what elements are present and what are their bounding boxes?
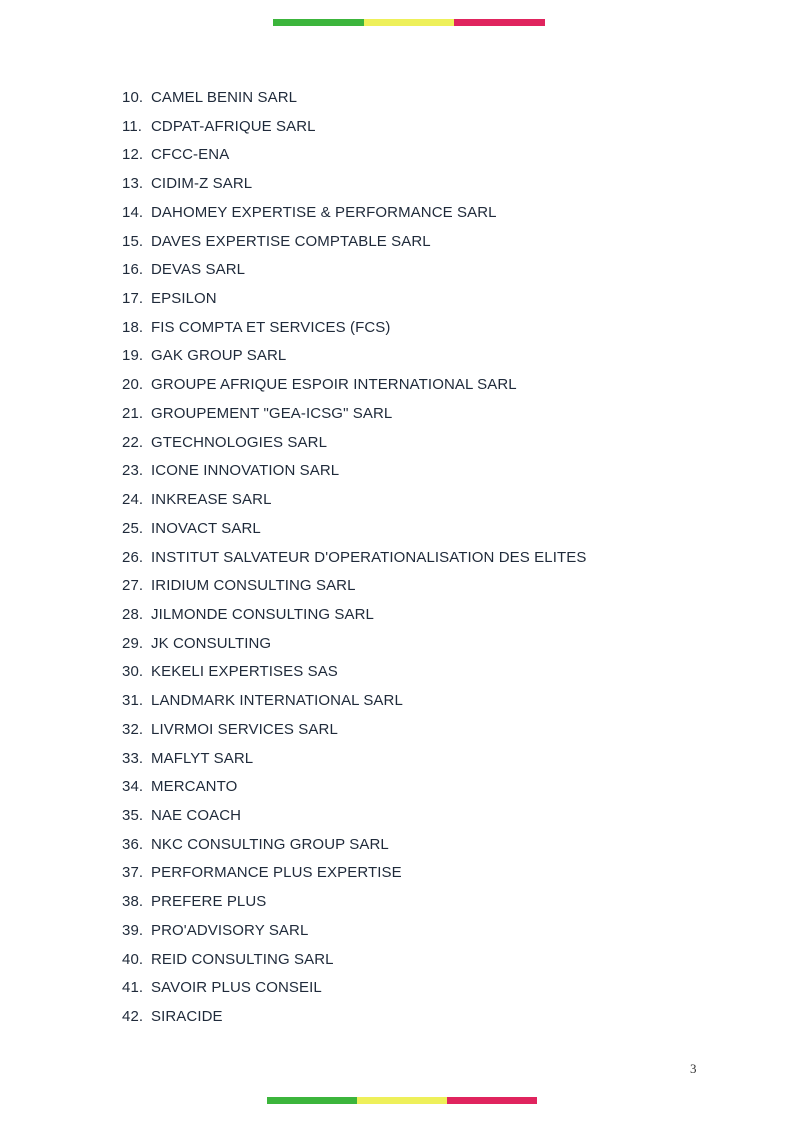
- item-name: CAMEL BENIN SARL: [151, 89, 298, 106]
- item-number: 17.: [122, 290, 144, 308]
- item-number: 18.: [122, 318, 144, 336]
- item-number: 16.: [122, 261, 144, 279]
- item-number: 23.: [122, 462, 144, 480]
- item-name: MERCANTO: [151, 778, 238, 796]
- item-name: GROUPE AFRIQUE ESPOIR INTERNATIONAL SARL: [151, 376, 517, 394]
- list-item: [122, 974, 586, 1003]
- item-number: 42.: [122, 1008, 144, 1025]
- item-name: JK CONSULTING: [151, 634, 272, 652]
- item-number: 30.: [122, 663, 144, 681]
- item-name: LIVRMOI SERVICES SARL: [151, 720, 338, 738]
- list-item: [122, 745, 586, 774]
- flag-stripe-red: [454, 19, 545, 26]
- page-number: 3: [690, 1061, 697, 1076]
- list-item: [122, 716, 586, 745]
- list-item: [122, 630, 586, 659]
- list-item: [122, 400, 586, 429]
- item-number: 21.: [122, 404, 144, 422]
- list-item: [122, 141, 586, 170]
- list-item: [122, 946, 586, 975]
- list-item: [122, 917, 586, 946]
- list-item: [122, 601, 586, 630]
- item-number: 28.: [122, 605, 144, 623]
- item-name: PREFERE PLUS: [151, 893, 267, 911]
- item-number: 37.: [122, 864, 144, 882]
- list-item: [122, 486, 586, 515]
- item-number: 38.: [122, 893, 144, 911]
- flag-stripe-yellow: [364, 19, 455, 26]
- list-item: [122, 371, 586, 400]
- list-item: [122, 687, 586, 716]
- flag-stripe-yellow: [357, 1097, 447, 1104]
- item-number: 11.: [122, 117, 143, 135]
- item-name: LANDMARK INTERNATIONAL SARL: [151, 692, 403, 710]
- item-number: 13.: [122, 175, 144, 193]
- company-list: [122, 84, 586, 1032]
- list-item: [122, 544, 586, 573]
- bottom-flag-bar: [267, 1097, 537, 1104]
- item-name: GROUPEMENT "GEA-ICSG" SARL: [151, 404, 393, 422]
- item-number: 15.: [122, 232, 144, 250]
- item-name: FIS COMPTA ET SERVICES (FCS): [151, 318, 391, 336]
- item-name: CFCC-ENA: [151, 146, 230, 164]
- item-name: CDPAT-AFRIQUE SARL: [151, 117, 316, 135]
- list-item: [122, 228, 586, 257]
- item-name: SAVOIR PLUS CONSEIL: [151, 979, 322, 997]
- list-item: [122, 342, 586, 371]
- item-name: GTECHNOLOGIES SARL: [151, 433, 328, 451]
- top-flag-bar: [273, 19, 545, 26]
- item-name: PERFORMANCE PLUS EXPERTISE: [151, 864, 402, 882]
- list-item: [122, 314, 586, 343]
- item-number: 20.: [122, 376, 144, 394]
- item-name: NKC CONSULTING GROUP SARL: [151, 835, 389, 853]
- item-number: 25.: [122, 519, 144, 537]
- flag-stripe-red: [447, 1097, 537, 1104]
- item-name: ICONE INNOVATION SARL: [151, 462, 340, 480]
- item-number: 29.: [122, 634, 144, 652]
- item-name: KEKELI EXPERTISES SAS: [151, 663, 338, 681]
- item-name: SIRACIDE: [151, 1008, 223, 1025]
- item-name: DAHOMEY EXPERTISE & PERFORMANCE SARL: [151, 203, 497, 221]
- item-number: 40.: [122, 950, 144, 968]
- item-name: CIDIM-Z SARL: [151, 175, 253, 193]
- list-item: [122, 773, 586, 802]
- list-item: [122, 113, 586, 142]
- item-name: GAK GROUP SARL: [151, 347, 287, 365]
- item-number: 33.: [122, 749, 144, 767]
- item-name: REID CONSULTING SARL: [151, 950, 334, 968]
- list-item: [122, 170, 586, 199]
- item-number: 36.: [122, 835, 144, 853]
- item-name: INKREASE SARL: [151, 491, 272, 509]
- item-name: IRIDIUM CONSULTING SARL: [151, 577, 356, 595]
- item-name: INOVACT SARL: [151, 519, 261, 537]
- item-number: 22.: [122, 433, 144, 451]
- item-number: 32.: [122, 720, 144, 738]
- list-item: [122, 515, 586, 544]
- item-name: MAFLYT SARL: [151, 749, 254, 767]
- list-item: [122, 802, 586, 831]
- list-item: [122, 831, 586, 860]
- item-number: 19.: [122, 347, 144, 365]
- list-item: [122, 84, 586, 113]
- list-item: [122, 859, 586, 888]
- item-number: 26.: [122, 548, 144, 566]
- item-number: 41.: [122, 979, 144, 997]
- list-item: [122, 285, 586, 314]
- list-item: [122, 888, 586, 917]
- item-name: INSTITUT SALVATEUR D'OPERATIONALISATION DES ELITES: [151, 548, 587, 566]
- list-item: [122, 256, 586, 285]
- item-name: NAE COACH: [151, 806, 242, 824]
- item-number: 31.: [122, 692, 144, 710]
- item-name: JILMONDE CONSULTING SARL: [151, 605, 374, 623]
- item-number: 24.: [122, 491, 144, 509]
- list-item: [122, 457, 586, 486]
- list-item: [122, 199, 586, 228]
- item-number: 34.: [122, 778, 144, 796]
- flag-stripe-green: [267, 1097, 357, 1104]
- item-number: 27.: [122, 577, 144, 595]
- item-number: 10.: [122, 89, 144, 106]
- item-name: DEVAS SARL: [151, 261, 246, 279]
- item-number: 35.: [122, 806, 144, 824]
- flag-stripe-green: [273, 19, 364, 26]
- list-item: [122, 572, 586, 601]
- item-name: DAVES EXPERTISE COMPTABLE SARL: [151, 232, 431, 250]
- item-number: 14.: [122, 203, 144, 221]
- list-item: [122, 1003, 586, 1032]
- item-number: 39.: [122, 921, 144, 939]
- list-item: [122, 658, 586, 687]
- item-name: PRO'ADVISORY SARL: [151, 921, 309, 939]
- item-number: 12.: [122, 146, 144, 164]
- list-item: [122, 429, 586, 458]
- item-name: EPSILON: [151, 290, 217, 308]
